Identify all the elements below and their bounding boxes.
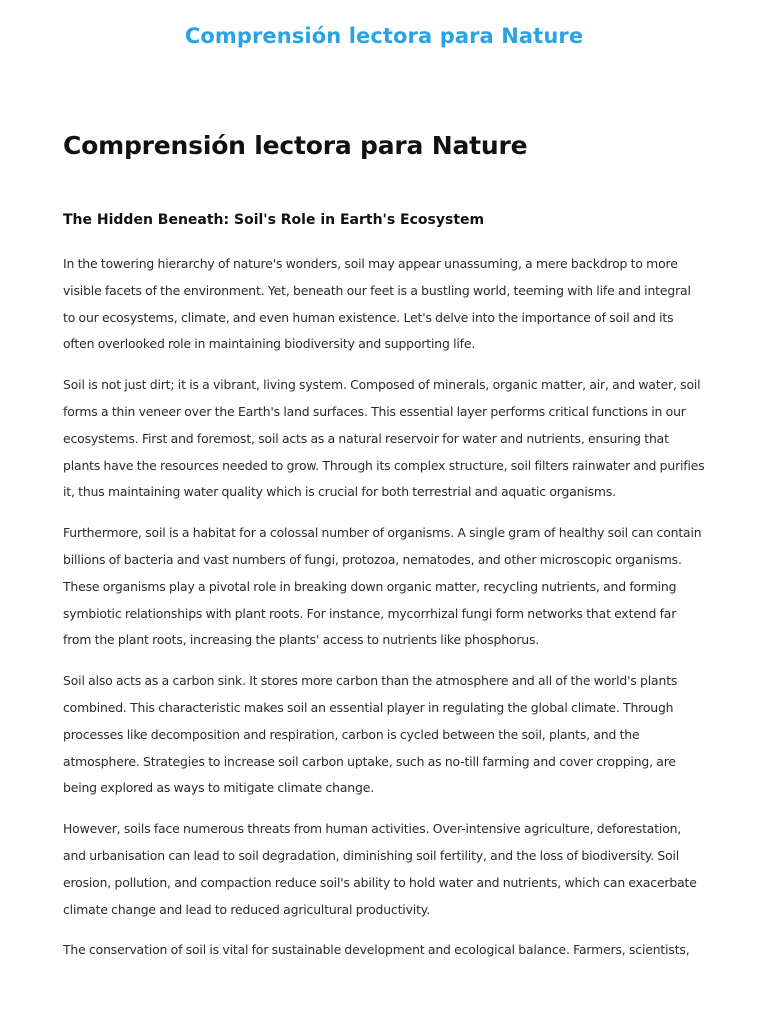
banner-title: Comprensión lectora para Nature xyxy=(184,24,584,48)
document-body xyxy=(63,128,705,964)
paragraph-conservation: The conservation of soil is vital for sustainable development and ecological balance. Farmers, scientists, xyxy=(63,942,690,958)
section-heading: The Hidden Beneath: Soil's Role in Earth's Ecosystem xyxy=(63,212,485,228)
document-title: Comprensión lectora para Nature xyxy=(63,131,528,160)
paragraph-soil-living-system: Soil is not just dirt; it is a vibrant, living system. Composed of minerals, organic matter, air, and water, soil forms a thin veneer over the Earth's land surfaces. This essential layer performs critical functions in our ecosystems. First and foremost, soil acts as a natural reservoir for water and nutrients, ensuring that plants have the resources needed to grow. Through its complex structure, soil filters rainwater and purifies it, thus maintaining water quality which is crucial for both terrestrial and aquatic organisms. xyxy=(63,377,705,500)
paragraph-threats: However, soils face numerous threats from human activities. Over-intensive agriculture, deforestation, and urbanisation can lead to soil degradation, diminishing soil fertility, and the loss of biodiversity. Soil erosion, pollution, and compaction reduce soil's ability to hold water and nutrients, which can exacerbate climate change and lead to reduced agricultural productivity. xyxy=(63,821,697,917)
paragraph-soil-habitat: Furthermore, soil is a habitat for a colossal number of organisms. A single gram of healthy soil can contain billions of bacteria and vast numbers of fungi, protozoa, nematodes, and other microscopic organisms. These organisms play a pivotal role in breaking down organic matter, recycling nutrients, and forming symbiotic relationships with plant roots. For instance, mycorrhizal fungi form networks that extend far from the plant roots, increasing the plants' access to nutrients like phosphorus. xyxy=(63,525,702,648)
paragraph-intro: In the towering hierarchy of nature's wonders, soil may appear unassuming, a mere backdrop to more visible facets of the environment. Yet, beneath our feet is a bustling world, teeming with life and integral to our ecosystems, climate, and even human existence. Let's delve into the importance of soil and its often overlooked role in maintaining biodiversity and supporting life. xyxy=(63,256,691,352)
paragraph-carbon-sink: Soil also acts as a carbon sink. It stores more carbon than the atmosphere and all of the world's plants combined. This characteristic makes soil an essential player in regulating the global climate. Through processes like decomposition and respiration, carbon is cycled between the soil, plants, and the atmosphere. Strategies to increase soil carbon uptake, such as no-till farming and cover cropping, are being explored as ways to mitigate climate change. xyxy=(63,673,678,796)
